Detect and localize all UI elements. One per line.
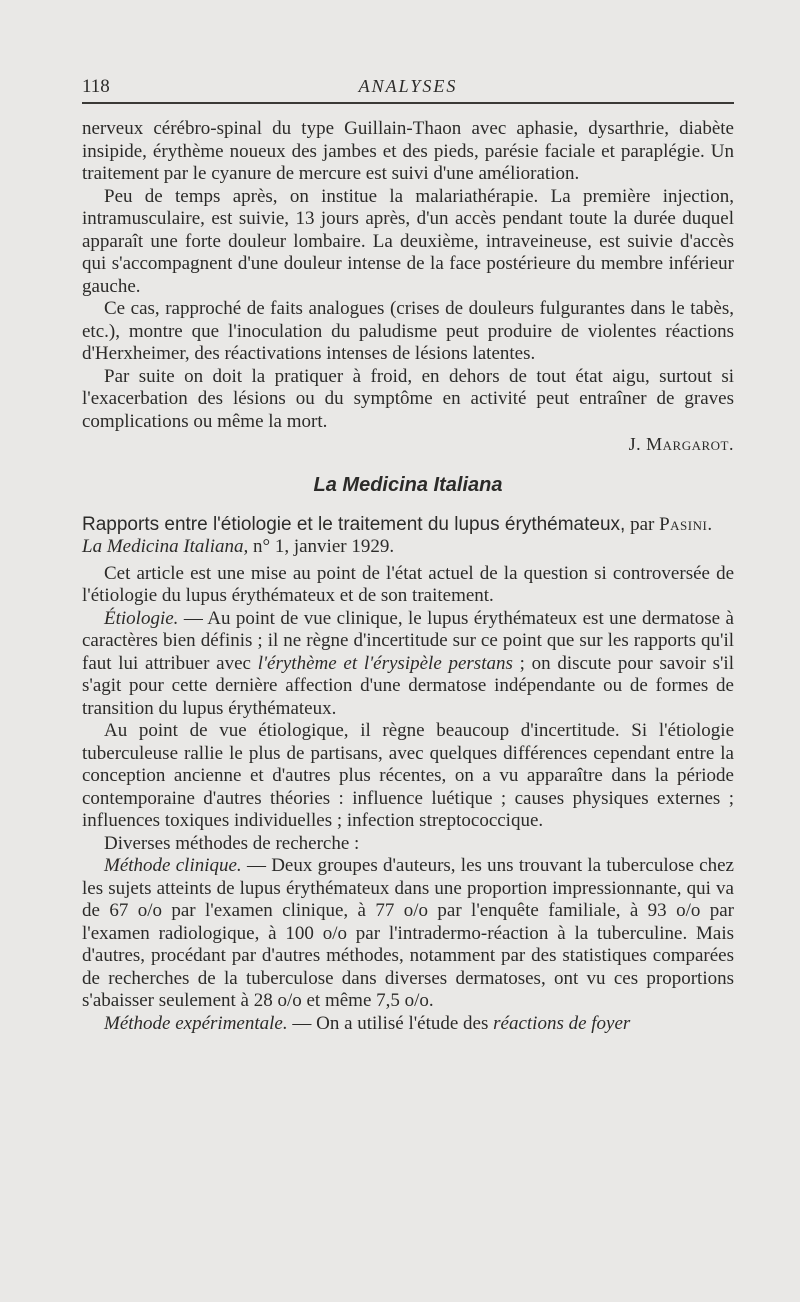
paragraph-italic: réactions de foyer	[493, 1012, 631, 1034]
paragraph-italic: l'érythème et l'érysipèle perstans	[257, 652, 513, 674]
page-body	[82, 118, 734, 1035]
running-head: ANALYSES	[358, 76, 458, 96]
article-title: Rapports entre l'étiologie et le traitement du lupus érythémateux,	[82, 513, 626, 535]
paragraph-lead: Étiologie.	[104, 607, 179, 629]
page-number: 118	[82, 76, 110, 97]
paragraph-text: ; on discute pour savoir s'il s'agit pour cette dernière affection d'une dermatose indépendante ou de formes de transition du lupus érythémateux.	[82, 652, 734, 719]
paragraph: Ce cas, rapproché de faits analogues (crises de douleurs fulgurantes dans le tabès, etc.), montre que l'inoculation du paludisme peut produire de violentes réactions d'Herxheimer, des réactivations intenses de lésions latentes.	[82, 298, 734, 364]
paragraph: Cet article est une mise au point de l'état actuel de la question si controversée de l'étiologie du lupus érythémateux et de son traitement.	[82, 562, 734, 606]
paragraph: Par suite on doit la pratiquer à froid, en dehors de tout état aigu, surtout si l'exacerbation des lésions ou du symptôme en activité peut entraîner de graves complications ou même la mort.	[82, 365, 734, 432]
article-ref: n° 1, janvier 1929.	[248, 536, 395, 557]
paragraph-lead: Méthode clinique.	[104, 855, 242, 876]
paragraph	[82, 608, 734, 721]
paragraph: Diverses méthodes de recherche :	[104, 832, 360, 854]
paragraph: nerveux cérébro-spinal du type Guillain-Thaon avec aphasie, dysarthrie, diabète insipide, érythème noueux des jambes et des pieds, parésie faciale et paraplégie. Un traitement par le cyanure de mercure est suivi d'une amélioration.	[82, 118, 734, 184]
paragraph-text: — Deux groupes d'auteurs, les uns trouvant la tuberculose chez les sujets atteints de lupus érythémateux dans une proportion impressionnante, qui va de 67 o/o par l'examen clinique, à 77 o/o par l'enquête familiale, à 93 o/o par l'examen radiologique, à 100 o/o par l'intradermo-réaction à la tuberculine. Mais d'autres, procédant par d'autres méthodes, notamment par des statistiques comparées de recherches de la tuberculose dans diverses dermatoses, ont vu ces proportions s'abaisser seulement à 28 o/o et même 7,5 o/o.	[82, 855, 734, 1011]
article-author: Pasini.	[659, 513, 713, 535]
paragraph	[82, 1013, 734, 1036]
paragraph-text: — Au point de vue clinique, le lupus érythémateux est une dermatose à caractères bien définis ; il ne règne d'incertitude sur ce point que sur les rapports qu'il faut lui attribuer avec	[82, 607, 734, 674]
paragraph-lead: Méthode expérimentale.	[104, 1012, 288, 1034]
paragraph	[82, 855, 734, 1013]
header-rule	[82, 102, 734, 104]
signature: J. Margarot.	[628, 434, 734, 454]
paragraph: Au point de vue étiologique, il règne beaucoup d'incertitude. Si l'étiologie tuberculeuse rallie le plus de partisans, avec quelques différences cependant entre la conception ancienne et d'autres plus récentes, on a vu apparaître dans la période contemporaine d'autres théories : influence luétique ; causes physiques externes ; influences toxiques individuelles ; infection streptococcique.	[82, 720, 734, 831]
article-by: par	[625, 513, 660, 535]
paragraph-text: — On a utilisé l'étude des	[287, 1012, 494, 1034]
page-header	[82, 74, 734, 102]
article-journal: La Medicina Italiana,	[82, 536, 249, 557]
paragraph: Peu de temps après, on institue la malariathérapie. La première injection, intramusculaire, est suivie, 13 jours après, d'un accès pendant toute la durée duquel apparaît une forte douleur lombaire. La deuxième, intraveineuse, est suivie d'accès qui s'accompagnent d'une douleur intense de la face postérieure du membre inférieur gauche.	[82, 185, 734, 297]
journal-section-title: La Medicina Italiana	[313, 473, 503, 496]
article-heading	[82, 514, 734, 559]
